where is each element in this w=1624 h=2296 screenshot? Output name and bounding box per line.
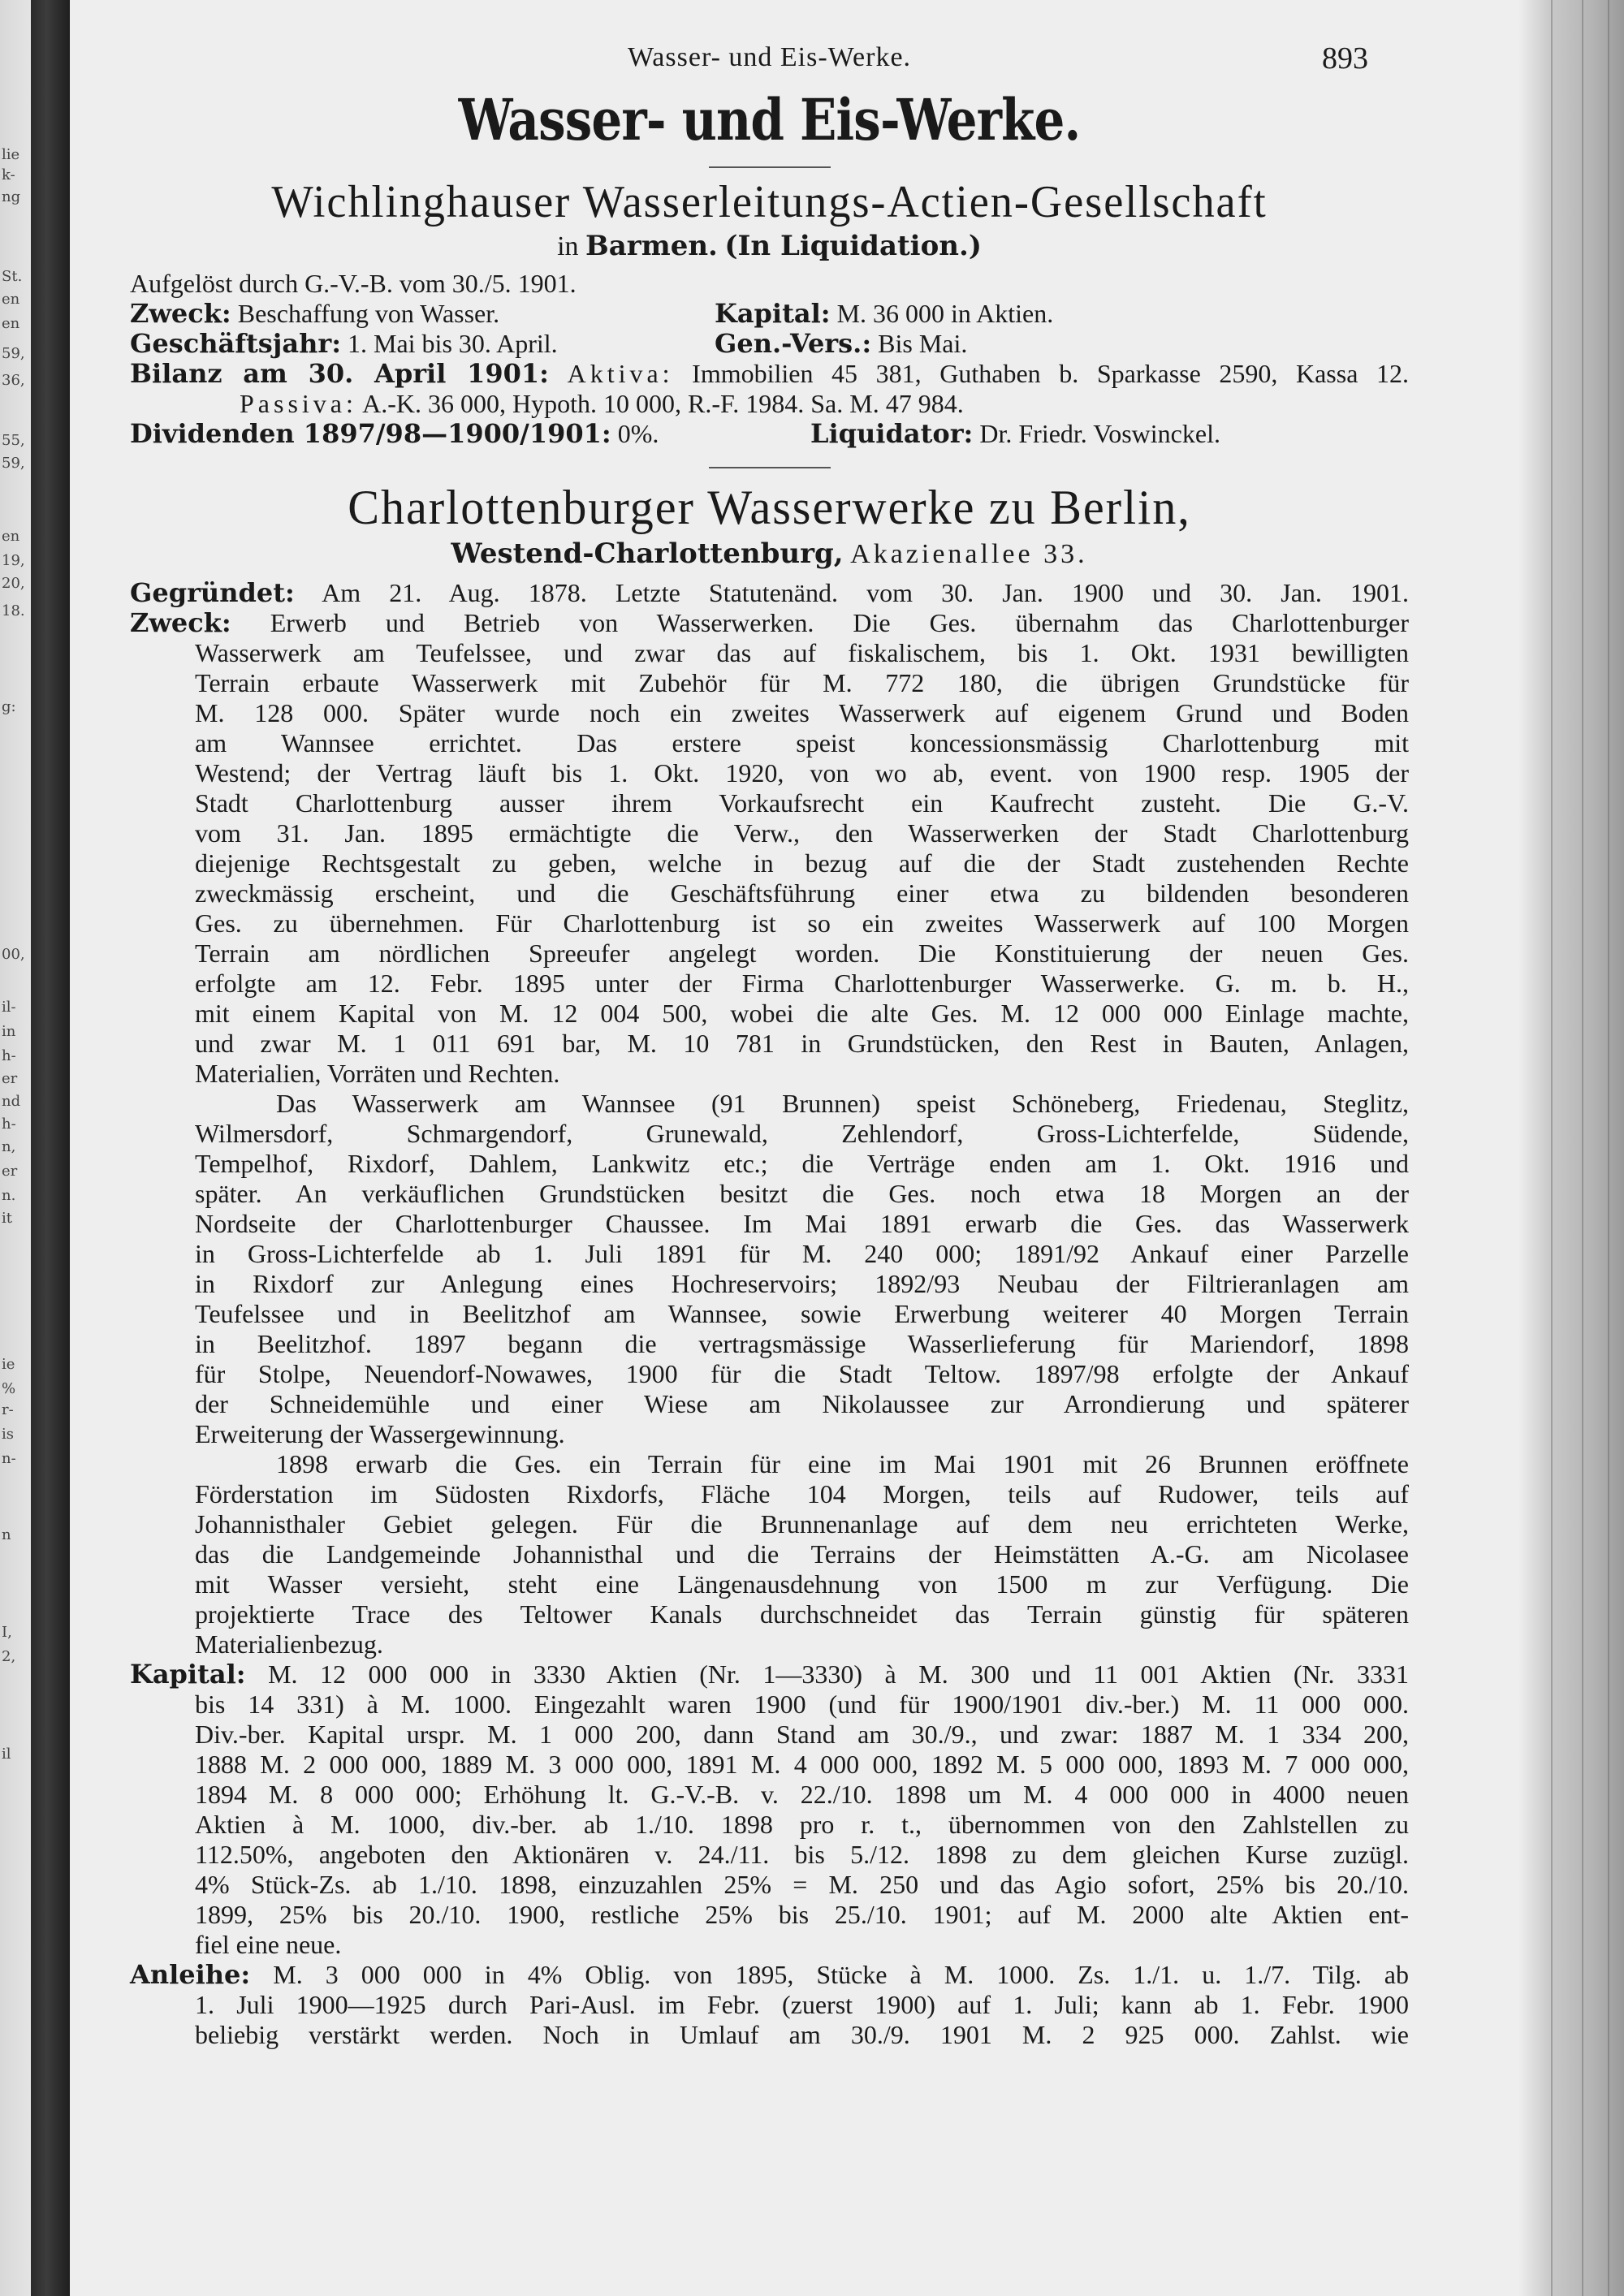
text-line: Terrain erbaute Wasserwerk mit Zubehör für M. 772 180, die übrigen Grundstücke für — [195, 668, 1409, 697]
zweck-label: Zweck: — [130, 298, 231, 329]
location-city: Westend-Charlottenburg, — [451, 537, 844, 570]
zweck-kapital-line — [130, 299, 1409, 329]
text-line: für Stolpe, Neuendorf-Nowawes, 1900 für die Stadt Teltow. 1897/98 erfolgte der Ankauf — [195, 1359, 1409, 1388]
gegruendet-text: Am 21. Aug. 1878. Letzte Statutenänd. vom 30. Jan. 1900 und 30. Jan. 1901. — [322, 578, 1410, 607]
margin-fragment: en — [2, 315, 20, 332]
text-line: Materialien, Vorräten und Rechten. — [195, 1059, 560, 1088]
location-city: Barmen. — [585, 230, 718, 262]
margin-fragment: er — [2, 1163, 18, 1180]
dividenden-liquidator-line — [130, 419, 1409, 449]
text-line: fiel eine neue. — [195, 1930, 342, 1959]
margin-fragment: 18. — [2, 602, 25, 619]
margin-fragment: 00, — [2, 946, 25, 963]
text-line: M. 128 000. Später wurde noch ein zweites Wasserwerk auf eigenem Grund und Boden — [195, 698, 1409, 727]
text-line: Tempelhof, Rixdorf, Dahlem, Lankwitz etc.; die Verträge enden am 1. Okt. 1916 und — [195, 1149, 1409, 1178]
text-line: der Schneidemühle und einer Wiese am Nikolaussee zur Arrondierung und späterer — [195, 1389, 1409, 1418]
kapital-paragraph — [130, 1690, 1409, 1960]
text-line: in Beelitzhof. 1897 begann die vertragsmässige Wasserlieferung für Mariendorf, 1898 — [195, 1329, 1409, 1358]
passiva-line — [130, 389, 1409, 419]
margin-fragment: il- — [2, 999, 16, 1016]
text-line: und zwar M. 1 011 691 bar, M. 10 781 in Grundstücken, den Rest in Bauten, Anlagen, — [195, 1029, 1409, 1058]
kapital-first-text: M. 12 000 000 in 3330 Aktien (Nr. 1—3330) à M. 300 und 11 001 Aktien (Nr. 3331 — [268, 1659, 1409, 1689]
margin-fragment: n- — [2, 1450, 16, 1467]
passiva-text: A.-K. 36 000, Hypoth. 10 000, R.-F. 1984. Sa. M. 47 984. — [362, 389, 964, 418]
anleihe-paragraph — [130, 1990, 1409, 2050]
margin-fragment: I, — [2, 1624, 12, 1641]
text-line: beliebig verstärkt werden. Noch in Umlauf am 30./9. 1901 M. 2 925 000. Zahlst. wie — [195, 2020, 1409, 2049]
margin-fragment: 36, — [2, 372, 25, 389]
text-line: bis 14 331) à M. 1000. Eingezahlt waren 1900 (und für 1900/1901 div.-ber.) M. 11 000 000. — [195, 1690, 1409, 1719]
margin-fragment: nd — [2, 1093, 21, 1110]
margin-fragment: h- — [2, 1047, 16, 1064]
margin-fragment: en — [2, 528, 20, 545]
kapital-label: Kapital: — [715, 298, 831, 329]
text-line: Förderstation im Südosten Rixdorfs, Fläche 104 Morgen, teils auf Rudower, teils auf — [195, 1479, 1409, 1508]
dissolved-line: Aufgelöst durch G.-V.-B. vom 30./5. 1901. — [130, 269, 577, 298]
company-name: Wichlinghauser Wasserleitungs-Actien-Gesellschaft — [271, 177, 1268, 227]
text-line: Terrain am nördlichen Spreeufer angelegt worden. Die Konstituierung der neuen Ges. — [195, 939, 1409, 968]
text-line: in Gross-Lichterfelde ab 1. Juli 1891 für M. 240 000; 1891/92 Ankauf einer Parzelle — [195, 1239, 1409, 1268]
geschaeftsjahr-label: Geschäftsjahr: — [130, 328, 341, 359]
gegruendet-label: Gegründet: — [130, 577, 295, 608]
gegruendet-line — [130, 578, 1409, 608]
text-line: 112.50%, angeboten den Aktionären v. 24./11. bis 5./12. 1898 zu dem gleichen Kurse zuzügl. — [195, 1840, 1409, 1869]
geschaeftsjahr-text: 1. Mai bis 30. April. — [348, 329, 558, 358]
text-line: in Rixdorf zur Anlegung eines Hochreservoirs; 1892/93 Neubau der Filtrieranlagen am — [195, 1269, 1409, 1298]
text-line: mit einem Kapital von M. 12 004 500, wobei die alte Ges. M. 12 000 000 Einlage machte, — [195, 999, 1409, 1028]
text-line: Teufelssee und in Beelitzhof am Wannsee, sowie Erwerbung weiterer 40 Morgen Terrain — [195, 1299, 1409, 1328]
text-line: vom 31. Jan. 1895 ermächtigte die Verw., den Wasserwerken der Stadt Charlottenburg — [195, 818, 1409, 848]
text-line: Erweiterung der Wassergewinnung. — [195, 1419, 565, 1448]
text-line: das die Landgemeinde Johannisthal und die Terrains der Heimstätten A.-G. am Nicolasee — [195, 1539, 1409, 1569]
text-line: 1894 M. 8 000 000; Erhöhung lt. G.-V.-B. v. 22./10. 1898 um M. 4 000 000 in 4000 neuen — [195, 1780, 1409, 1809]
document-page — [130, 36, 1409, 2050]
margin-fragment: it — [2, 1210, 12, 1227]
margin-fragment: er — [2, 1070, 18, 1087]
text-line: 1899, 25% bis 20./10. 1900, restliche 25% bis 25./10. 1901; auf M. 2000 alte Aktien ent- — [195, 1900, 1409, 1929]
page-binding-shadow — [31, 0, 70, 2296]
anleihe-first-line — [130, 1960, 1409, 1990]
divider — [709, 467, 831, 468]
text-line: Wilmersdorf, Schmargendorf, Grunewald, Zehlendorf, Gross-Lichterfelde, Südende, — [195, 1119, 1409, 1148]
running-head-title: Wasser- und Eis-Werke. — [627, 42, 912, 72]
company-location — [130, 230, 1409, 262]
margin-fragment: n, — [2, 1138, 16, 1155]
company-entry-wichlinghauser — [130, 176, 1409, 449]
text-line: 1898 erwarb die Ges. ein Terrain für eine im Mai 1901 mit 26 Brunnen eröffnete — [276, 1449, 1409, 1478]
margin-fragment: n — [2, 1526, 11, 1543]
text-line: 1. Juli 1900—1925 durch Pari-Ausl. im Febr. (zuerst 1900) auf 1. Juli; kann ab 1. Febr. 1900 — [195, 1990, 1409, 2019]
margin-fragment: n. — [2, 1187, 16, 1204]
liquidation-status: (In Liquidation.) — [724, 230, 982, 262]
text-line: Aktien à M. 1000, div.-ber. ab 1./10. 1898 pro r. t., übernommen von den Zahlstellen zu — [195, 1810, 1409, 1839]
text-line: Westend; der Vertrag läuft bis 1. Okt. 1920, von wo ab, event. von 1900 resp. 1905 der — [195, 758, 1409, 788]
gen-vers-text: Bis Mai. — [878, 329, 968, 358]
margin-fragment: % — [2, 1380, 16, 1397]
text-line: Materialienbezug. — [195, 1629, 383, 1659]
location-prefix: in — [557, 231, 579, 261]
text-line: erfolgte am 12. Febr. 1895 unter der Firma Charlottenburger Wasserwerke. G. m. b. H., — [195, 969, 1409, 998]
dividenden-label: Dividenden 1897/98—1900/1901: — [130, 418, 611, 449]
text-line: Johannisthaler Gebiet gelegen. Für die Brunnenanlage auf dem neu errichteten Werke, — [195, 1509, 1409, 1539]
running-head — [130, 36, 1409, 76]
text-line: zweckmässig erscheint, und die Geschäftsführung einer etwa zu bildenden besonderen — [195, 878, 1409, 908]
page-number: 893 — [1322, 41, 1368, 76]
margin-fragment: 59, — [2, 345, 25, 362]
margin-fragment: 55, — [2, 432, 25, 449]
zweck-first-line — [130, 608, 1409, 638]
margin-fragment: h- — [2, 1116, 16, 1133]
margin-fragment: ng — [2, 188, 21, 205]
company-name: Charlottenburger Wasserwerke zu Berlin, — [348, 481, 1191, 534]
anleihe-label: Anleihe: — [130, 1959, 251, 1990]
margin-fragment: 19, — [2, 552, 25, 569]
margin-fragment: en — [2, 291, 20, 308]
bilanz-line — [130, 359, 1409, 389]
zweck-text: Beschaffung von Wasser. — [237, 299, 500, 328]
text-line: 4% Stück-Zs. ab 1./10. 1898, einzuzahlen 25% = M. 250 und das Agio sofort, 25% bis 20./10. — [195, 1870, 1409, 1899]
kapital-text: M. 36 000 in Aktien. — [836, 299, 1054, 328]
divider — [709, 166, 831, 168]
margin-fragment: 20, — [2, 575, 25, 592]
bilanz-label: Bilanz am 30. April 1901: — [130, 358, 549, 389]
text-line: diejenige Rechtsgestalt zu geben, welche in bezug auf die der Stadt zustehenden Rechte — [195, 848, 1409, 878]
text-line: 1888 M. 2 000 000, 1889 M. 3 000 000, 1891 M. 4 000 000, 1892 M. 5 000 000, 1893 M. 7 000 000, — [195, 1750, 1409, 1779]
liquidator-label: Liquidator: — [810, 418, 974, 449]
text-line: mit Wasser versieht, steht eine Längenausdehnung von 1500 m zur Verfügung. Die — [195, 1569, 1409, 1599]
aktiva-text: Immobilien 45 381, Guthaben b. Sparkasse 2590, Kassa 12. — [692, 359, 1410, 388]
zweck-first-text: Erwerb und Betrieb von Wasserwerken. Die Ges. übernahm das Charlottenburger — [270, 608, 1410, 637]
text-line: Das Wasserwerk am Wannsee (91 Brunnen) speist Schöneberg, Friedenau, Steglitz, — [276, 1089, 1409, 1118]
text-line: Div.-ber. Kapital urspr. M. 1 000 200, dann Stand am 30./9., und zwar: 1887 M. 1 334 200, — [195, 1720, 1409, 1749]
margin-fragment: lie — [2, 146, 20, 163]
margin-fragment: is — [2, 1426, 14, 1443]
zweck-label: Zweck: — [130, 607, 231, 638]
passiva-label: Passiva: — [240, 389, 357, 418]
margin-fragment: k- — [2, 166, 15, 183]
margin-fragment: r- — [2, 1401, 14, 1418]
kapital-first-line — [130, 1659, 1409, 1690]
text-line: projektierte Trace des Teltower Kanals durchschneidet das Terrain günstig für späteren — [195, 1599, 1409, 1629]
margin-fragment: il — [2, 1746, 11, 1763]
margin-fragment: in — [2, 1023, 16, 1040]
margin-fragment: 59, — [2, 455, 25, 472]
company-entry-charlottenburger — [130, 480, 1409, 2050]
liquidator-text: Dr. Friedr. Voswinckel. — [979, 419, 1220, 448]
gj-gv-line — [130, 329, 1409, 359]
margin-fragment: g: — [2, 698, 16, 715]
text-line: später. An verkäuflichen Grundstücken besitzt die Ges. noch etwa 18 Morgen an der — [195, 1179, 1409, 1208]
margin-fragment: ie — [2, 1356, 15, 1373]
aktiva-label: Aktiva: — [567, 359, 674, 388]
company-location — [130, 537, 1409, 570]
gen-vers-label: Gen.-Vers.: — [715, 328, 872, 359]
text-line: Stadt Charlottenburg ausser ihrem Vorkaufsrecht ein Kaufrecht zusteht. Die G.-V. — [195, 788, 1409, 818]
text-line: am Wannsee errichtet. Das erstere speist koncessionsmässig Charlottenburg mit — [195, 728, 1409, 757]
kapital-label: Kapital: — [130, 1659, 246, 1690]
margin-fragment: St. — [2, 268, 23, 285]
anleihe-first-text: M. 3 000 000 in 4% Oblig. von 1895, Stücke à M. 1000. Zs. 1./1. u. 1./7. Tilg. ab — [273, 1960, 1410, 1989]
page-right-edge — [1518, 0, 1624, 2296]
text-line: Nordseite der Charlottenburger Chaussee. Im Mai 1891 erwarb die Ges. das Wasserwerk — [195, 1209, 1409, 1238]
section-title: Wasser- und Eis-Werke. — [458, 86, 1081, 153]
location-street: Akazienallee 33. — [850, 539, 1088, 569]
dividenden-text: 0%. — [617, 419, 659, 448]
text-line: Ges. zu übernehmen. Für Charlottenburg ist so ein zweites Wasserwerk auf 100 Morgen — [195, 908, 1409, 938]
text-line: Wasserwerk am Teufelssee, und zwar das auf fiskalischem, bis 1. Okt. 1931 bewilligten — [195, 638, 1409, 667]
margin-fragment: 2, — [2, 1648, 16, 1665]
zweck-paragraph — [130, 638, 1409, 1659]
